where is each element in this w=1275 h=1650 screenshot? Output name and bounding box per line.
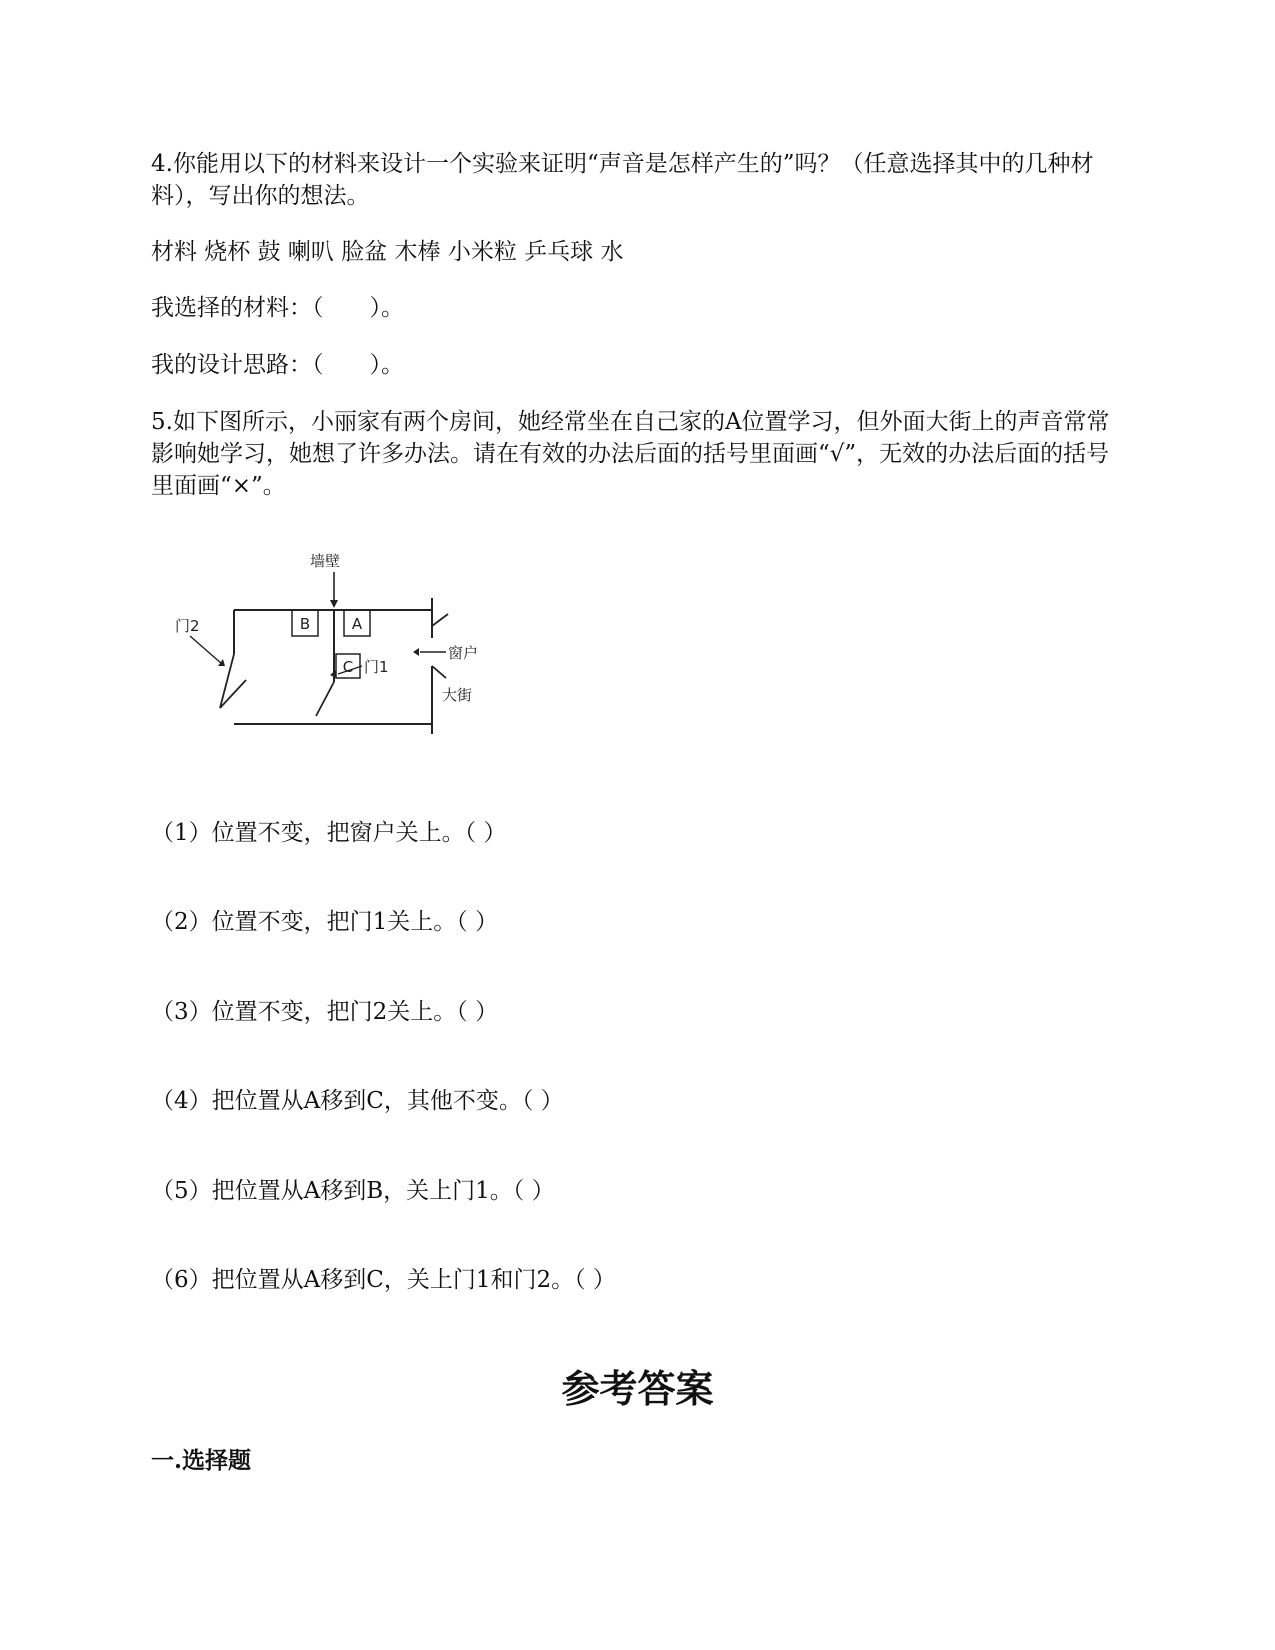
window-top-leaf	[432, 614, 448, 626]
door-2-arrow	[190, 636, 222, 664]
answer-key-title: 参考答案	[561, 1366, 714, 1411]
design-idea-line: 我的设计思路：（ ）。	[151, 352, 404, 378]
door-1-leaf	[316, 682, 334, 716]
position-a-label: A	[351, 615, 363, 633]
door-2-arrowhead	[218, 659, 225, 666]
wall-label: 墙壁	[309, 552, 341, 570]
option-6: （6）把位置从A移到C，关上门1和门2。（ ）	[151, 1267, 616, 1293]
window-bottom-leaf	[432, 666, 446, 678]
chosen-materials-line: 我选择的材料：（ ）。	[151, 295, 404, 321]
street-label: 大街	[442, 686, 473, 704]
section-multiple-choice: 一.选择题	[151, 1447, 252, 1474]
materials-list: 材料 烧杯 鼓 喇叭 脸盆 木棒 小米粒 乒乓球 水	[151, 239, 624, 265]
question-5-text: 5.如下图所示，小丽家有两个房间，她经常坐在自己家的A位置学习，但外面大街上的声音常常影响她学习，她想了许多办法。请在有效的办法后面的括号里面画“√”，无效的办法后面的括号里面画“×”。	[151, 409, 1110, 499]
wall-arrowhead	[330, 600, 338, 608]
position-c-label: C	[342, 658, 354, 676]
door-2-label: 门2	[175, 617, 200, 635]
door-1-label: 门1	[364, 658, 389, 676]
option-5: （5）把位置从A移到B，关上门1。（ ）	[151, 1178, 555, 1204]
option-2: （2）位置不变，把门1关上。（ ）	[151, 909, 499, 935]
window-label: 窗户	[448, 644, 479, 662]
option-1: （1）位置不变，把窗户关上。（ ）	[151, 820, 507, 846]
option-3: （3）位置不变，把门2关上。（ ）	[151, 999, 499, 1025]
question-4-text: 4.你能用以下的材料来设计一个实验来证明“声音是怎样产生的”吗？（任意选择其中的几种材料），写出你的想法。	[151, 151, 1094, 209]
option-4: （4）把位置从A移到C，其他不变。（ ）	[151, 1088, 564, 1114]
room-diagram	[170, 548, 510, 748]
window-arrowhead	[413, 648, 419, 656]
position-b-label: B	[299, 615, 311, 633]
